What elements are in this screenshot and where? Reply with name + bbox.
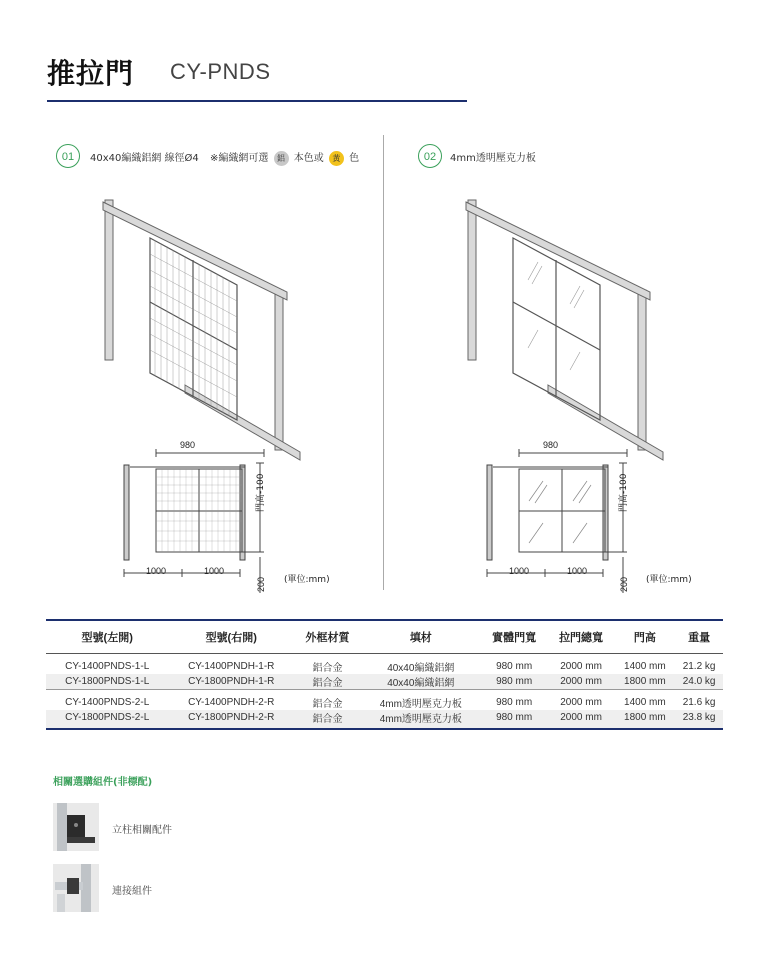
- width-dimension-right: 980: [543, 440, 559, 450]
- bottom-dim-left: 200: [256, 576, 266, 592]
- bottom-dim-right: 200: [619, 576, 629, 592]
- cell: 980 mm: [481, 674, 548, 690]
- col-door-width: 實體門寬: [481, 620, 548, 654]
- cell: 24.0 kg: [675, 674, 723, 690]
- cell: 鋁合金: [312, 663, 343, 674]
- color-chip-yellow: 黃: [329, 151, 344, 166]
- cell: 23.8 kg: [675, 710, 723, 729]
- cell: CY-1800PNDS-2-L: [46, 710, 168, 729]
- col-total-width: 拉門總寬: [548, 620, 615, 654]
- rail-dim-right-b: 1000: [567, 566, 588, 576]
- cell: 980 mm: [496, 661, 533, 672]
- width-dimension-left: 980: [180, 440, 196, 450]
- color-chip-silver: 鋁: [274, 151, 289, 166]
- related-section-title: 相關選購組件(非標配): [53, 777, 153, 788]
- cell: 40x40編織鋁網: [361, 674, 481, 690]
- acrylic-door-isometric: [458, 190, 673, 470]
- cell: CY-1800PNDS-1-L: [46, 674, 168, 690]
- cell: 21.2 kg: [682, 661, 716, 672]
- cell: 2000 mm: [548, 674, 615, 690]
- cell: 2000 mm: [560, 661, 602, 672]
- table-row: [46, 654, 723, 675]
- col-model-right: 型號(右開): [168, 620, 294, 654]
- height-dimension-right: 門高-100: [619, 473, 629, 512]
- rail-dim-right-a: 1000: [509, 566, 530, 576]
- cell: 40x40編織鋁網: [387, 663, 455, 674]
- option-01-text: [90, 149, 359, 166]
- page-title: 推拉門: [47, 57, 135, 90]
- rail-dim-left-b: 1000: [204, 566, 225, 576]
- col-infill: 填材: [361, 620, 481, 654]
- cell: 4mm透明壓克力板: [361, 690, 481, 711]
- cell: 1800 mm: [615, 710, 676, 729]
- table-header-row: [46, 620, 723, 654]
- spec-table: [46, 619, 723, 730]
- col-weight: 重量: [675, 620, 723, 654]
- col-frame: 外框材質: [294, 620, 361, 654]
- height-dimension-left: 門高-100: [256, 473, 266, 512]
- post-accessory-image: [53, 803, 99, 851]
- connector-label: 連接組件: [112, 886, 152, 897]
- cell: 鋁合金: [294, 710, 361, 729]
- col-door-height: 門高: [615, 620, 676, 654]
- option-01-note: ※編織網可選: [209, 153, 269, 164]
- cell: CY-1800PNDH-1-R: [168, 674, 294, 690]
- table-row: [46, 710, 723, 729]
- cell: CY-1400PNDS-1-L: [65, 661, 150, 672]
- cell: CY-1400PNDH-2-R: [168, 690, 294, 711]
- option-badge-02: 02: [418, 144, 442, 168]
- post-accessory-label: 立柱相關配件: [112, 825, 172, 836]
- cell: 2000 mm: [548, 710, 615, 729]
- table-row: [46, 690, 723, 711]
- cell: 980 mm: [481, 690, 548, 711]
- option-02-text: 4mm透明壓克力板: [450, 153, 536, 164]
- mesh-door-isometric: [95, 190, 310, 470]
- cell: 1400 mm: [624, 661, 666, 672]
- col-model-left: 型號(左開): [46, 620, 168, 654]
- model-name: CY-PNDS: [170, 59, 271, 84]
- table-row: [46, 674, 723, 690]
- unit-label-left: (單位:mm): [284, 575, 330, 585]
- connector-image: [53, 864, 99, 912]
- rail-dim-left-a: 1000: [146, 566, 167, 576]
- cell: 鋁合金: [294, 674, 361, 690]
- option-badge-01: 01: [56, 144, 80, 168]
- option-01-color: 色: [349, 153, 360, 164]
- cell: CY-1400PNDS-2-L: [46, 690, 168, 711]
- cell: 1400 mm: [615, 690, 676, 711]
- cell: CY-1400PNDH-1-R: [188, 661, 275, 672]
- title-underline: [47, 100, 467, 102]
- cell: 21.6 kg: [675, 690, 723, 711]
- cell: 2000 mm: [548, 690, 615, 711]
- option-01-or: 本色或: [293, 153, 324, 164]
- column-divider: [383, 135, 384, 590]
- cell: 4mm透明壓克力板: [361, 710, 481, 729]
- option-01-mesh: 40x40編織鋁網 線徑Ø4: [90, 153, 199, 164]
- cell: 鋁合金: [294, 690, 361, 711]
- cell: 980 mm: [481, 710, 548, 729]
- unit-label-right: (單位:mm): [646, 575, 692, 585]
- cell: CY-1800PNDH-2-R: [168, 710, 294, 729]
- cell: 1800 mm: [615, 674, 676, 690]
